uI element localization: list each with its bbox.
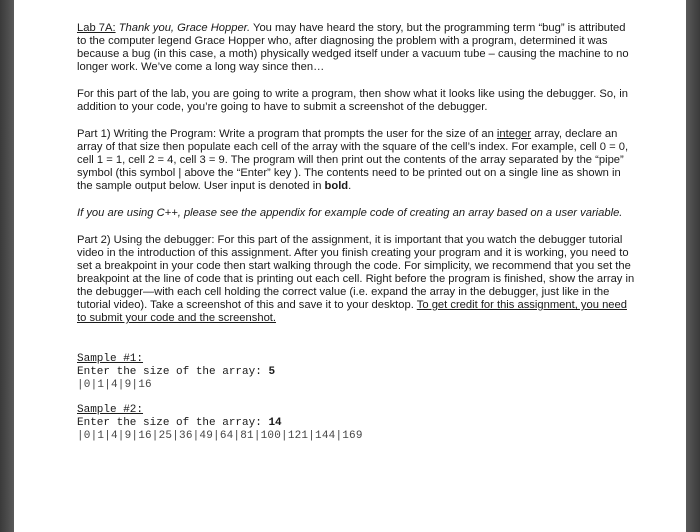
part2-text: Part 2) Using the debugger: For this part of the assignment, it is important that you watch the debugger tutorial video in the introduction of this assignment. After you finish creating your program and it is working, you need to set a breakpoint in your code then start walking through the code. For simplicity, we recommend that you set the breakpoint at the line of code that is printing out each cell. Right before the program is finished, show the array in the debugger—with each cell holding the correct value (i.e. expand the array in the debugger, just like in the tutorial video). Take a screenshot of this and save it to your desktop. xyxy=(77,234,635,311)
sample-1-output: |0|1|4|9|16 xyxy=(77,379,152,391)
sample-2-prompt: Enter the size of the array: xyxy=(77,417,269,429)
sample-1-input: 5 xyxy=(268,366,276,378)
sample-2-title: Sample #2: xyxy=(77,404,144,416)
lab-instructions xyxy=(77,22,637,443)
cpp-note-paragraph xyxy=(77,207,637,220)
intro-text: You may have heard the story, but the programming term “bug” is attributed to the computer legend Grace Hopper who, after diagnosing the problem with a program, determined it was because a bug (in this case, a moth) physically wedged itself under a vacuum tube – causing the machine to no longer work. We’ve come a long way since then… xyxy=(77,22,629,73)
sample-2-prompt-line xyxy=(77,417,637,430)
sample-2-input: 14 xyxy=(268,417,282,429)
debugger-overview-paragraph: For this part of the lab, you are going to write a program, then show what it looks like using the debugger. So, in addition to your code, you’re going to have to submit a screenshot of the debugger. xyxy=(77,88,628,113)
sample-2-output: |0|1|4|9|16|25|36|49|64|81|100|121|144|169 xyxy=(77,430,363,442)
cpp-note-text: If you are using C++, please see the appendix for example code of creating an array based on a user variable. xyxy=(77,207,623,219)
sample-1 xyxy=(77,353,637,392)
part1-text-c: . xyxy=(348,180,352,192)
part2-credit-underlined: To get credit for this assignment, you need to submit your code and the screenshot. xyxy=(77,299,627,324)
part2-paragraph xyxy=(77,234,637,325)
intro-paragraph xyxy=(77,22,637,74)
sample-1-prompt: Enter the size of the array: xyxy=(77,366,269,378)
part1-text-b: array, declare an array of that size then populate each cell of the array with the square of the cell’s index. For example, cell 0 = 0, cell 1 = 1, cell 2 = 4, cell 3 = 9. The program will then print out the contents of the array separated by the “pipe” symbol (this symbol | above the “Enter” key ). The contents need to be printed out on a single line as shown in the sample output below. User input is denoted in xyxy=(77,128,629,192)
sample-2 xyxy=(77,404,637,443)
photo-left-edge xyxy=(0,0,14,532)
part1-integer-underlined: integer xyxy=(496,128,532,140)
sample-1-prompt-line xyxy=(77,366,637,379)
lab-label: Lab 7A: xyxy=(77,22,116,34)
part1-paragraph xyxy=(77,128,637,193)
intro-italic: Thank you, Grace Hopper. xyxy=(118,22,251,34)
sample-1-title: Sample #1: xyxy=(77,353,144,365)
photo-right-edge xyxy=(686,0,700,532)
part1-bold-word: bold xyxy=(324,180,349,192)
part1-text-a: Part 1) Writing the Program: Write a program that prompts the user for the size of an xyxy=(77,128,497,140)
